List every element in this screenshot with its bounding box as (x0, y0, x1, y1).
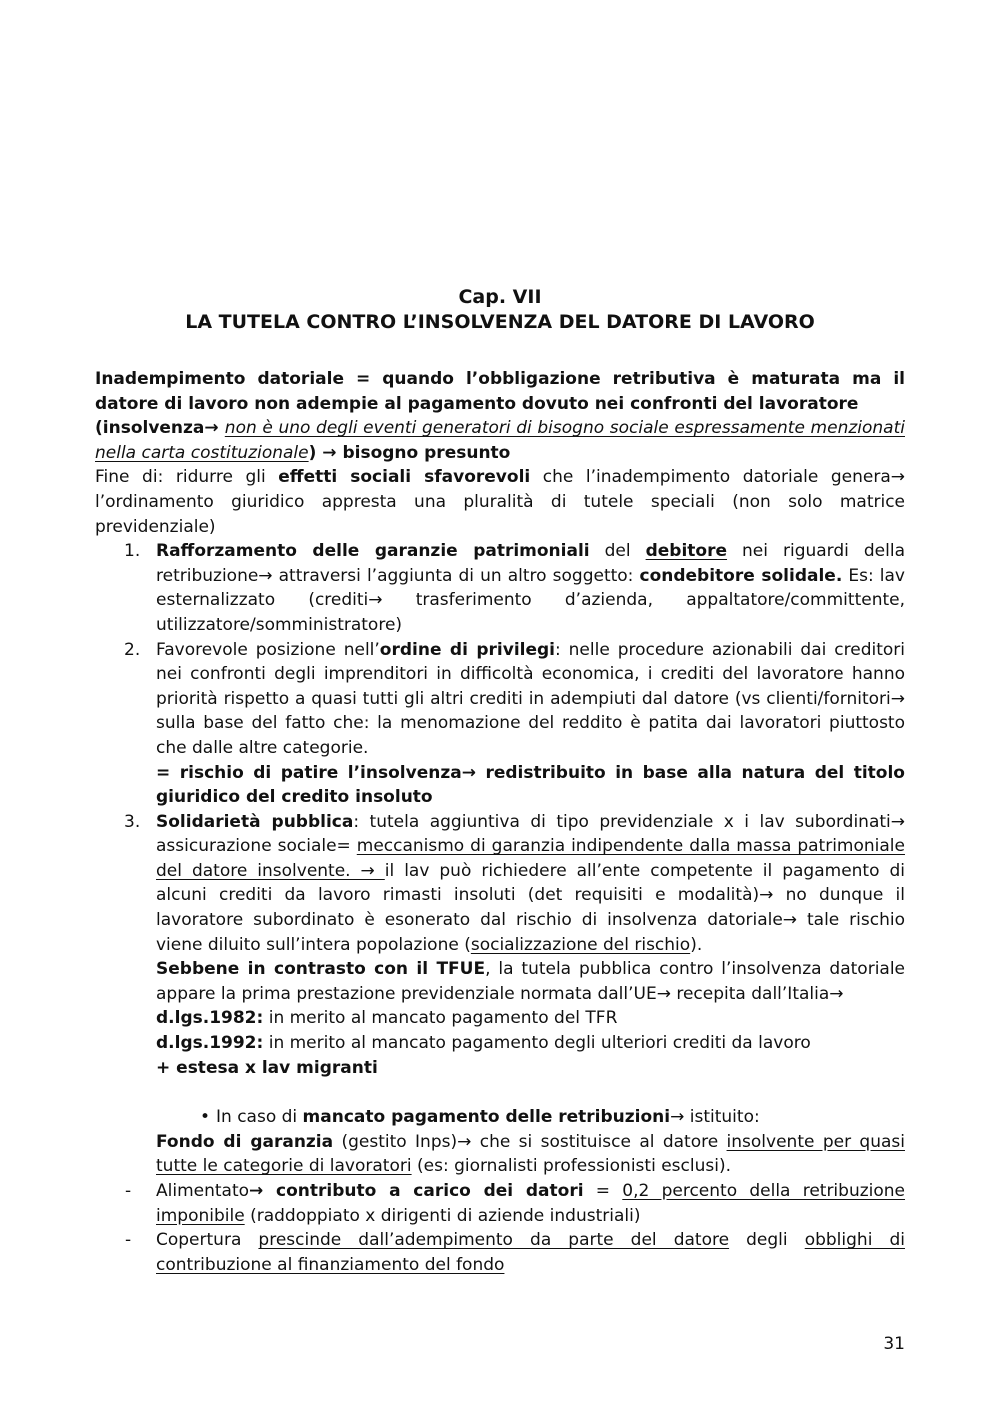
dash2-underline-2: obblighi di contribuzione al finanziamento del fondo (156, 1230, 905, 1275)
dlgs-1992-bold: d.lgs.1992: (156, 1033, 264, 1054)
bullet-text-2: → istituito: (670, 1107, 760, 1128)
dash1-text-1: Alimentato (156, 1181, 250, 1201)
list-item (95, 539, 905, 637)
chapter-title: LA TUTELA CONTRO L’INSOLVENZA DEL DATORE DI LAVORO (185, 311, 815, 333)
item1-bold-2: condebitore solidale. (639, 565, 843, 586)
dash-item (95, 1179, 905, 1228)
insolvenza-paragraph (95, 416, 905, 465)
dash1-underline: 0,2 percento della retribuzione imponibile (156, 1181, 906, 1226)
list-item-text (156, 539, 905, 637)
bisogno-presunto: → bisogno presunto (316, 442, 511, 463)
insolvenza-label: (insolvenza→ (95, 418, 225, 439)
list-number: 2. (124, 639, 141, 660)
item1-bold-1: Rafforzamento delle garanzie patrimoniali (156, 541, 590, 562)
dash2-underline-1: prescinde dall’adempimento da parte del datore (258, 1230, 730, 1251)
bullet-icon: • (200, 1107, 211, 1128)
tfue-text: , la tutela pubblica contro l’insolvenza datoriale appare la prima prestazione previdenziale normata dall’UE→ recepita dall’Italia→ (156, 959, 906, 1004)
insolvenza-note: non è uno degli eventi generatori di bisogno sociale espressamente menzionati nella carta costituzionale (95, 418, 905, 463)
definition-paragraph: Inadempimento datoriale = quando l’obbligazione retributiva è maturata ma il datore di lavoro non adempie al pagamento dovuto nei confronti del lavoratore (95, 369, 905, 414)
fine-text-2: che l’inadempimento datoriale genera→ l’ordinamento giuridico appresta una pluralità di tutele speciali (non solo matrice previdenziale) (95, 467, 905, 537)
dash-mark: - (125, 1230, 132, 1251)
fondo-text-2: (es: giornalisti professionisti esclusi). (411, 1156, 731, 1177)
tfue-bold: Sebbene in contrasto con il TFUE (156, 959, 486, 980)
fondo-paragraph (95, 1130, 905, 1179)
item1-text-3: Es: lav esternalizzato (crediti→ trasferimento d’azienda, appaltatore/committente, utilizzatore/somministratore) (156, 565, 905, 635)
dash2-text-1: Copertura (156, 1230, 259, 1251)
list-item (95, 810, 905, 1081)
fondo-underline: insolvente per quasi tutte le categorie di lavoratori (156, 1131, 905, 1177)
item3-underline-2: socializzazione del rischio (470, 934, 691, 955)
list-item-text (156, 810, 905, 958)
item1-text-1: del (589, 541, 646, 562)
item1-text-2: nei riguardi della retribuzione→ attraversi l’aggiunta di un altro soggetto: (156, 541, 905, 586)
item3-text-2: il lav può richiedere all’ente competente il pagamento di alcuni crediti da lavoro rimasti insoluti (det requisiti e modalità)→ no dunque il lavoratore subordinato è esonerato dal rischio di insolvenza datoriale→ tale rischio viene diluito sull’intera popolazione ( (156, 860, 905, 955)
dlgs-1982-text: in merito al mancato pagamento del TFR (263, 1008, 618, 1029)
bullet-text-1: In caso di (216, 1107, 303, 1128)
fine-bold: effetti sociali sfavorevoli (278, 467, 531, 488)
item3-bold-1: Solidarietà pubblica (156, 811, 354, 832)
item3-text-3: ). (690, 934, 703, 955)
dash1-text-2: = (583, 1181, 623, 1201)
dash1-text-3: (raddoppiato x dirigenti di aziende industriali) (244, 1205, 641, 1226)
chapter-number: Cap. VII (458, 286, 542, 308)
fine-paragraph (95, 465, 905, 539)
bullet-text (216, 1105, 905, 1130)
page-number: 31 (883, 1334, 905, 1354)
dlgs-1992-line (156, 1031, 905, 1056)
dash1-bold: → contributo a carico dei datori (249, 1181, 584, 1201)
dash-mark: - (125, 1181, 132, 1201)
migranti-line: + estesa x lav migranti (156, 1057, 378, 1078)
list-item (95, 638, 905, 810)
fine-text-1: Fine di: ridurre gli (95, 467, 279, 488)
bullet-bold: mancato pagamento delle retribuzioni (302, 1107, 671, 1128)
item2-bold-1: ordine di privilegi (379, 639, 555, 660)
list-number: 3. (124, 811, 141, 832)
bullet-item (95, 1105, 905, 1130)
body-text (95, 367, 905, 1277)
dlgs-1982-bold: d.lgs.1982: (156, 1008, 264, 1029)
list-number: 1. (124, 541, 141, 562)
item3-underline-1: meccanismo di garanzia indipendente dalla massa patrimoniale del datore insolvente. → (156, 836, 905, 881)
fondo-bold: Fondo di garanzia (156, 1131, 334, 1152)
item2-text-1: Favorevole posizione nell’ (156, 639, 380, 660)
chapter-heading (0, 285, 1000, 335)
item3-text-1: : tutela aggiuntiva di tipo previdenziale x i lav subordinati→ assicurazione sociale= (156, 811, 905, 857)
item2-text-2: : nelle procedure azionabili dai creditori nei confronti degli imprenditori in difficoltà economica, i crediti del lavoratore hanno priorità rispetto a quasi tutti gli altri crediti in adempiuti dal datore (vs clienti/fornitori→ sulla base del fatto che: la menomazione del reddito è patita dai lavoratori piuttosto che dalle altre categorie. (156, 639, 905, 758)
tfue-paragraph (156, 957, 905, 1006)
dlgs-1992-text: in merito al mancato pagamento degli ulteriori crediti da lavoro (263, 1033, 811, 1054)
insolvenza-close: ) (308, 442, 317, 463)
list-item-text (156, 638, 905, 761)
dash-text (156, 1179, 905, 1228)
dash2-text-2: degli (729, 1230, 805, 1251)
dlgs-1982-line (156, 1006, 905, 1031)
item2-note: = rischio di patire l’insolvenza→ redistribuito in base alla natura del titolo giuridico del credito insoluto (156, 762, 905, 808)
dash-text (156, 1228, 905, 1277)
fondo-text-1: (gestito Inps)→ che si sostituisce al datore (333, 1131, 727, 1152)
item1-debitore: debitore (645, 541, 728, 562)
dash-item (95, 1228, 905, 1277)
